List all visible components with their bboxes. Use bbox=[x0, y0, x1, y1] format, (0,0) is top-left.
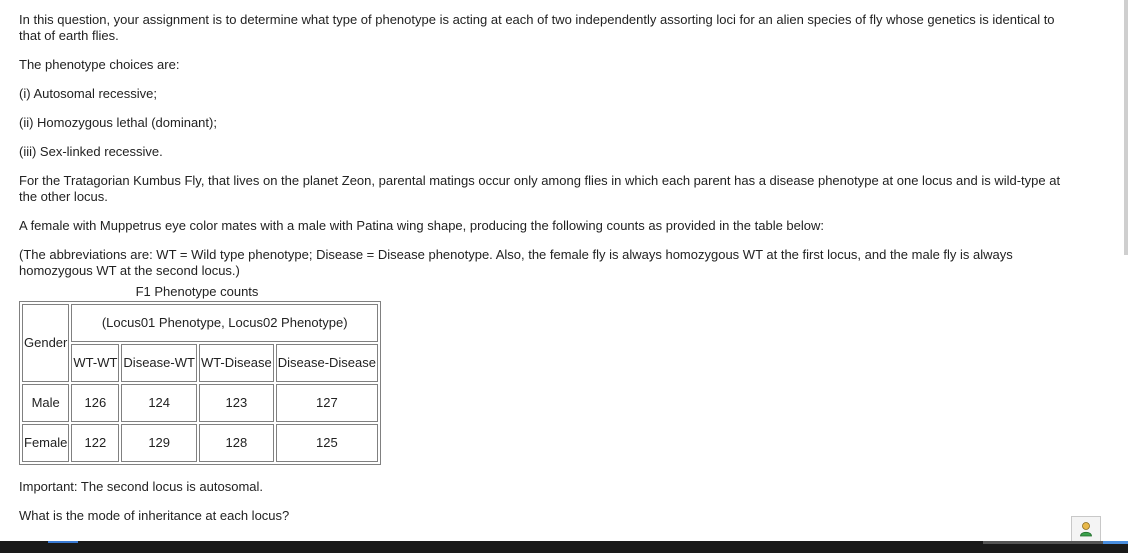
cross-text: A female with Muppetrus eye color mates with a male with Patina wing shape, producing the following counts as provided in the table below: bbox=[19, 218, 825, 233]
count-cell: 123 bbox=[199, 384, 274, 422]
count-cell: 126 bbox=[71, 384, 119, 422]
important-note: Important: The second locus is autosomal. bbox=[19, 479, 263, 494]
column-header: Disease-Disease bbox=[276, 344, 378, 382]
table-caption: F1 Phenotype counts bbox=[135, 284, 259, 299]
count-cell: 122 bbox=[71, 424, 119, 462]
taskbar-item[interactable] bbox=[983, 541, 1103, 544]
column-header: WT-Disease bbox=[199, 344, 274, 382]
taskbar-item[interactable] bbox=[1103, 541, 1128, 544]
intro-text: In this question, your assignment is to determine what type of phenotype is acting at each of two independently assorting loci for an alien species of fly whose genetics is identical to that of earth flies. bbox=[19, 12, 1055, 43]
table-row bbox=[22, 384, 378, 422]
person-help-icon bbox=[1079, 521, 1093, 537]
question-prompt: What is the mode of inheritance at each locus? bbox=[19, 508, 290, 523]
phenotype-table bbox=[19, 301, 381, 465]
question-content bbox=[19, 12, 1079, 537]
choices-label: The phenotype choices are: bbox=[19, 57, 180, 72]
scrollbar-thumb[interactable] bbox=[1124, 0, 1128, 255]
choice-3: (iii) Sex-linked recessive. bbox=[19, 144, 163, 159]
row-gender: Male bbox=[22, 384, 69, 422]
count-cell: 125 bbox=[276, 424, 378, 462]
group-header: (Locus01 Phenotype, Locus02 Phenotype) bbox=[71, 304, 378, 342]
column-header: Disease-WT bbox=[121, 344, 197, 382]
count-cell: 128 bbox=[199, 424, 274, 462]
abbrev-text: (The abbreviations are: WT = Wild type phenotype; Disease = Disease phenotype. Also, the female fly is always homozygous WT at the first locus, and the male fly is always homozygous WT at the second locus.) bbox=[19, 247, 1013, 278]
choice-2: (ii) Homozygous lethal (dominant); bbox=[19, 115, 217, 130]
page-scrollbar[interactable] bbox=[1124, 0, 1128, 255]
gender-header: Gender bbox=[22, 304, 69, 382]
setup-text: For the Tratagorian Kumbus Fly, that lives on the planet Zeon, parental matings occur only among flies in which each parent has a disease phenotype at one locus and is wild-type at the other locus. bbox=[19, 173, 1061, 204]
choice-1: (i) Autosomal recessive; bbox=[19, 86, 157, 101]
count-cell: 129 bbox=[121, 424, 197, 462]
help-button[interactable] bbox=[1071, 516, 1101, 542]
count-cell: 127 bbox=[276, 384, 378, 422]
row-gender: Female bbox=[22, 424, 69, 462]
count-cell: 124 bbox=[121, 384, 197, 422]
taskbar-active-indicator[interactable] bbox=[48, 541, 78, 543]
column-header: WT-WT bbox=[71, 344, 119, 382]
taskbar bbox=[0, 541, 1128, 553]
table-row bbox=[22, 424, 378, 462]
